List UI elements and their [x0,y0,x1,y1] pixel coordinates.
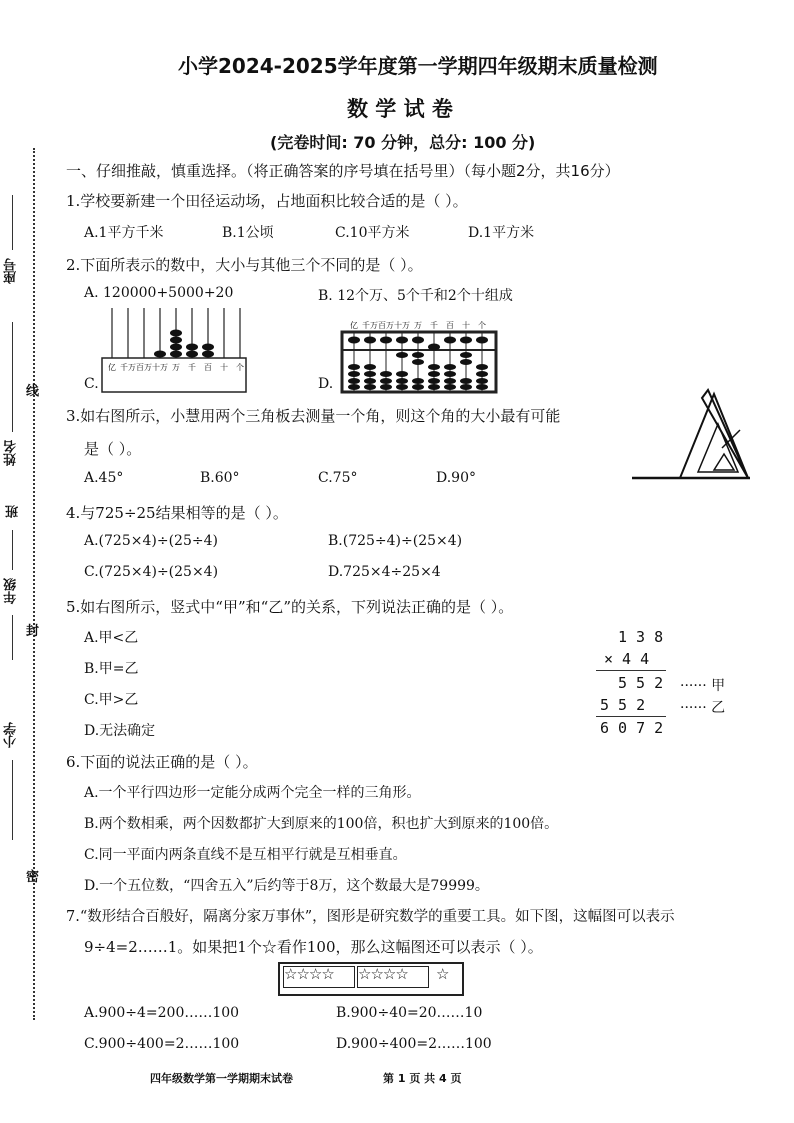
abacus-d-label: 十万 [394,321,410,330]
question-7-cont: 9÷4=2……1。如果把1个☆看作100，那么这幅图还可以表示（ ）。 [84,938,543,956]
abacus-d-label: 万 [414,321,422,330]
q4-option-c[interactable]: C.(725×4)÷(25×4) [84,564,219,580]
class-blank [12,530,13,570]
star-group-1-stars: ☆☆☆☆ [284,965,334,983]
q2-option-b[interactable]: B. 12个万、5个千和2个十组成 [318,288,513,304]
q2-option-c[interactable]: C. [84,376,99,392]
q1-option-d[interactable]: D.1平方米 [468,225,535,241]
question-3-cont: 是（ ）。 [84,440,142,458]
star-group-2-stars: ☆☆☆☆ [358,965,408,983]
abacus-c-figure [100,306,250,394]
question-6: 6.下面的说法正确的是（ ）。 [66,753,258,771]
calc-row-4: 5 5 2 [600,696,646,714]
abacus-c-label: 个 [236,363,244,372]
calc-row-1: 1 3 8 [618,628,664,646]
abacus-d-label: 亿 [350,321,358,330]
line-label: 线 [26,384,40,399]
question-1: 1.学校要新建一个田径运动场，占地面积比较合适的是（ ）。 [66,192,468,210]
secret-label: 密 [26,870,40,885]
q7-option-a[interactable]: A.900÷4=200……100 [84,1005,240,1021]
question-4: 4.与725÷25结果相等的是（ ）。 [66,504,288,522]
set-square-figure [630,388,752,484]
abacus-d-label: 百 [446,321,454,330]
q5-option-d[interactable]: D.无法确定 [84,723,156,739]
seat-blank [12,195,13,250]
calc-yi-label: ······ 乙 [680,700,726,716]
q3-option-b[interactable]: B.60° [200,470,240,486]
star-remainder: ☆ [436,965,450,983]
q4-option-b[interactable]: B.(725÷4)÷(25×4) [328,533,463,549]
abacus-d-label: 千 [430,321,438,330]
abacus-d-labels [350,320,486,330]
abacus-d-label: 百万 [378,321,394,330]
calc-line-2 [596,716,666,717]
q7-option-d[interactable]: D.900÷400=2……100 [336,1036,492,1052]
q6-option-c[interactable]: C.同一平面内两条直线不是互相平行就是互相垂直。 [84,847,407,863]
abacus-d-label: 十 [462,321,470,330]
footer-page-number: 第 1 页 共 4 页 [383,1072,462,1085]
q3-option-c[interactable]: C.75° [318,470,358,486]
abacus-c-label: 千 [188,363,196,372]
abacus-c-label: 十万 [152,363,168,372]
q6-option-a[interactable]: A.一个平行四边形一定能分成两个完全一样的三角形。 [84,785,421,801]
abacus-c-label: 百万 [136,363,152,372]
q3-option-a[interactable]: A.45° [84,470,124,486]
calc-row-5: 6 0 7 2 [600,719,664,737]
q1-option-a[interactable]: A.1平方千米 [84,225,164,241]
abacus-d-label: 个 [478,321,486,330]
calc-row-2: × 4 4 [604,650,650,668]
abacus-c-label: 百 [204,363,212,372]
q1-option-b[interactable]: B.1公顷 [222,225,274,241]
question-3: 3.如右图所示，小慧用两个三角板去测量一个角，则这个角的大小最有可能 [66,407,561,425]
footer-title: 四年级数学第一学期期末试卷 [150,1072,293,1085]
exam-title: 小学2024-2025学年度第一学期四年级期末质量检测 [178,54,658,78]
q3-option-d[interactable]: D.90° [436,470,476,486]
binding-dotted-line [33,148,35,1020]
calc-line-1 [596,670,666,671]
abacus-c-label: 万 [172,363,180,372]
q2-option-a[interactable]: A. 120000+5000+20 [84,285,234,301]
q7-option-c[interactable]: C.900÷400=2……100 [84,1036,240,1052]
calc-jia-label: ······ 甲 [680,678,726,694]
q4-option-d[interactable]: D.725×4÷25×4 [328,564,441,580]
abacus-c-label: 十 [220,363,228,372]
seal-label: 封 [26,624,40,639]
calc-row-3: 5 5 2 [618,674,664,692]
abacus-d-label: 千万 [362,321,378,330]
section-1-heading: 一、仔细推敲，慎重选择。（将正确答案的序号填在括号里）（每小题2分，共16分） [66,162,620,180]
abacus-c-label: 千万 [120,363,136,372]
exam-subtitle: 数 学 试 卷 [347,97,453,121]
class-label: 班 [6,505,21,518]
seat-label: 座号 [4,258,19,284]
abacus-c-label: 亿 [108,363,116,372]
name-label: 姓名 [4,440,19,466]
name-blank [12,322,13,432]
school-blank [12,760,13,840]
q4-option-a[interactable]: A.(725×4)÷(25÷4) [84,533,218,549]
school-label: 小学 [4,722,19,748]
abacus-c-labels [108,362,244,372]
q5-option-a[interactable]: A.甲<乙 [84,630,139,646]
abacus-d-figure [340,310,500,394]
question-5: 5.如右图所示，竖式中“甲”和“乙”的关系，下列说法正确的是（ ）。 [66,598,514,616]
grade-blank [12,615,13,660]
question-2: 2.下面所表示的数中，大小与其他三个不同的是（ ）。 [66,256,423,274]
exam-info: (完卷时间: 70 分钟，总分: 100 分) [270,133,536,152]
question-7: 7.“数形结合百般好，隔离分家万事休”，图形是研究数学的重要工具。如下图，这幅图可以表示 [66,909,675,925]
q5-option-b[interactable]: B.甲=乙 [84,661,139,677]
q6-option-b[interactable]: B.两个数相乘，两个因数都扩大到原来的100倍，积也扩大到原来的100倍。 [84,816,559,832]
q2-option-d[interactable]: D. [318,376,334,392]
q1-option-c[interactable]: C.10平方米 [335,225,410,241]
q7-option-b[interactable]: B.900÷40=20……10 [336,1005,483,1021]
q5-option-c[interactable]: C.甲>乙 [84,692,139,708]
grade-label: 年级 [4,578,19,604]
q6-option-d[interactable]: D.一个五位数，“四舍五入”后约等于8万，这个数最大是79999。 [84,878,489,894]
